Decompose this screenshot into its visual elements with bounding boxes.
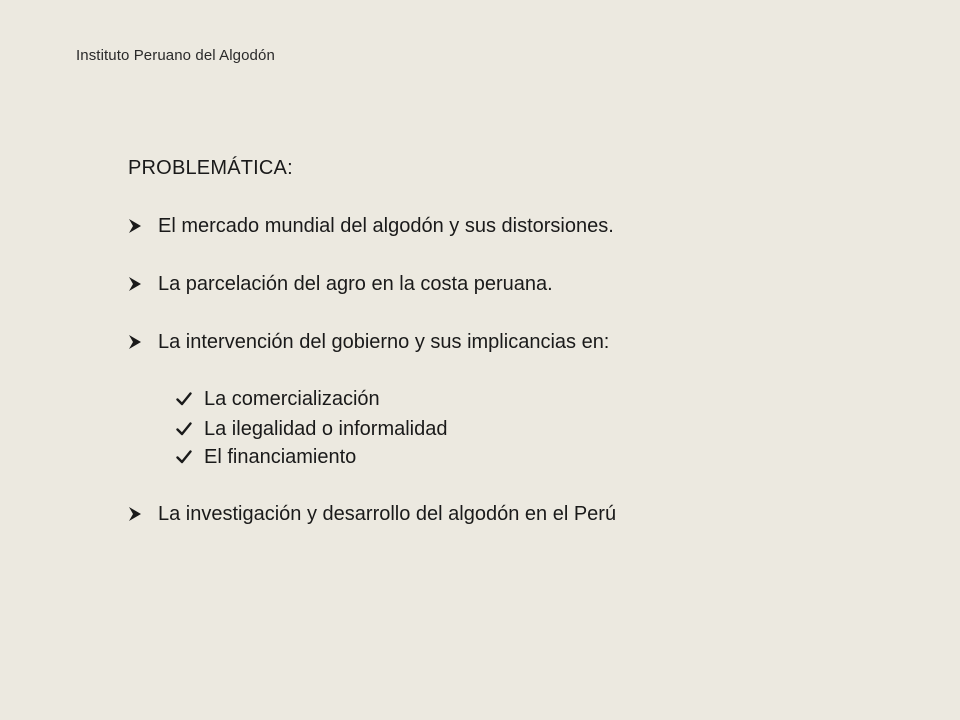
sub-bullet-item (176, 415, 448, 443)
bullet-text: La intervención del gobierno y sus implicancias en: (158, 331, 610, 353)
arrow-bullet-icon (128, 270, 158, 298)
bullet-item (128, 500, 616, 528)
checkmark-icon (176, 385, 204, 413)
sub-bullet-text: La ilegalidad o informalidad (204, 418, 448, 440)
sub-bullet-item (176, 385, 380, 413)
bullet-text: La investigación y desarrollo del algodón en el Perú (158, 503, 617, 525)
bullet-item (128, 212, 614, 240)
arrow-bullet-icon (128, 500, 158, 528)
bullet-item (128, 328, 609, 356)
arrow-bullet-icon (128, 212, 158, 240)
organization-label: Instituto Peruano del Algodón (76, 47, 275, 64)
checkmark-icon (176, 443, 204, 471)
bullet-text: La parcelación del agro en la costa peruana. (158, 273, 553, 295)
bullet-item (128, 270, 553, 298)
bullet-text: El mercado mundial del algodón y sus distorsiones. (158, 215, 614, 237)
slide-content (128, 154, 888, 525)
slide-heading: PROBLEMÁTICA: (128, 157, 293, 179)
sub-bullet-item (176, 443, 356, 471)
arrow-bullet-icon (128, 328, 158, 356)
sub-bullet-text: La comercialización (204, 388, 380, 410)
sub-bullet-text: El financiamiento (204, 446, 357, 468)
checkmark-icon (176, 415, 204, 443)
